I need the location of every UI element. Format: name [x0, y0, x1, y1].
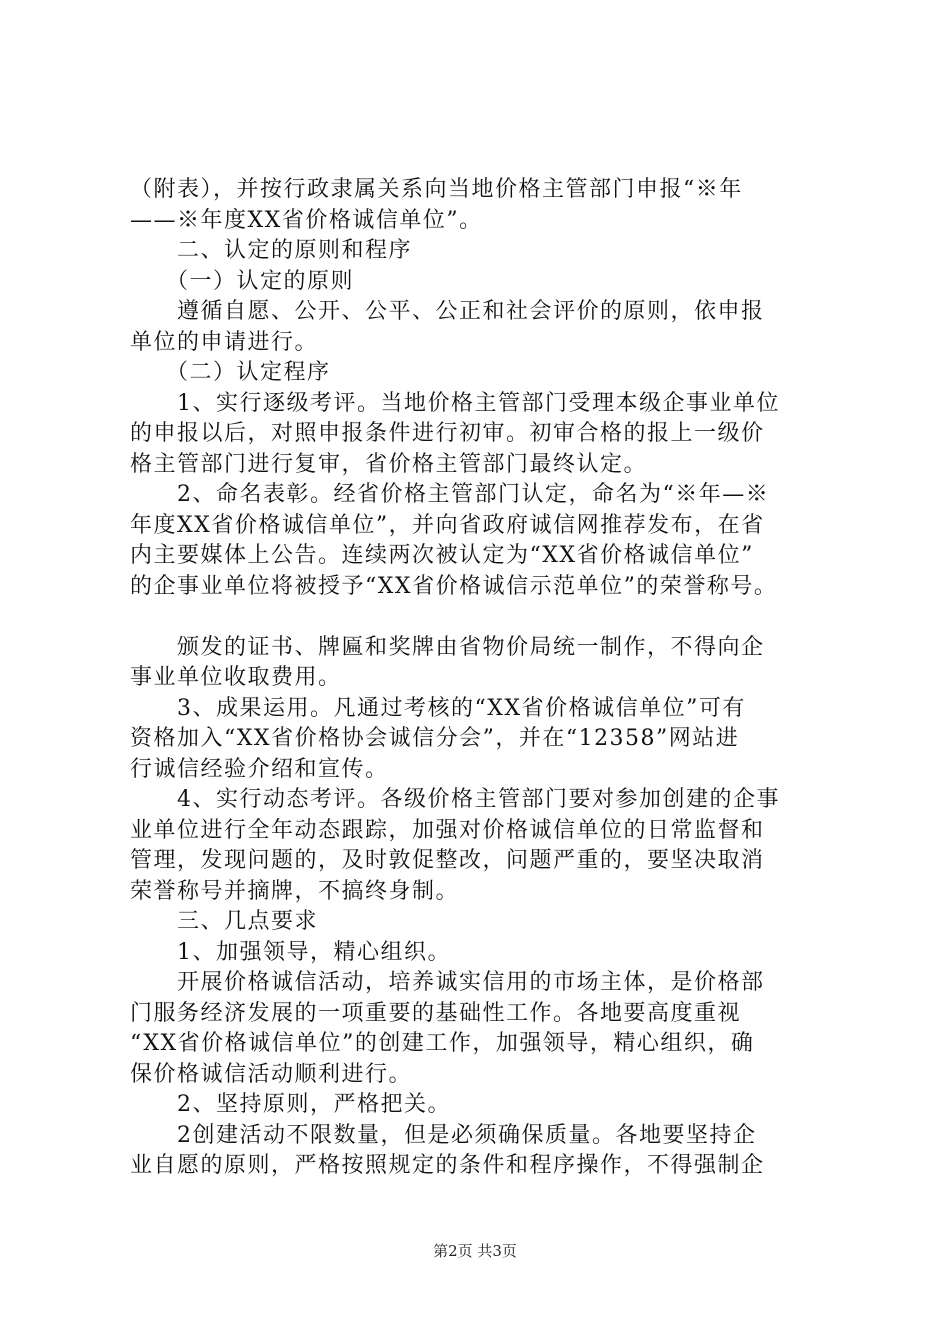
text-line: 年度XX省价格诚信单位”，并向省政府诚信网推荐发布，在省	[130, 512, 765, 538]
text-line: 事业单位收取费用。	[130, 665, 342, 690]
page-footer: 第2页 共3页	[433, 1242, 517, 1260]
text-line: 门服务经济发展的一项重要的基础性工作。各地要高度重视	[130, 1000, 742, 1026]
text-line: “XX省价格诚信单位”的创建工作，加强领导，精心组织，确	[130, 1031, 755, 1056]
text-line: 单位的申请进行。	[130, 329, 319, 355]
document-body	[130, 175, 850, 1182]
text-line: ——※年度XX省价格诚信单位”。	[130, 207, 483, 233]
text-line: 1、实行逐级考评。当地价格主管部门受理本级企事业单位	[130, 390, 780, 416]
text-line: 的企事业单位将被授予“XX省价格诚信示范单位”的荣誉称号。	[130, 573, 778, 599]
subsection-heading: （二）认定程序	[130, 360, 331, 385]
text-line: 2创建活动不限数量，但是必须确保质量。各地要坚持企	[130, 1122, 757, 1148]
text-line: 业自愿的原则，严格按照规定的条件和程序操作，不得强制企	[130, 1153, 765, 1178]
text-line: 开展价格诚信活动，培养诚实信用的市场主体，是价格部	[130, 970, 765, 995]
text-line: 3、成果运用。凡通过考核的“XX省价格诚信单位”可有	[130, 695, 746, 721]
text-line: 保价格诚信活动顺利进行。	[130, 1061, 413, 1087]
blank-line	[130, 602, 850, 633]
text-line: 行诚信经验介绍和宣传。	[130, 756, 389, 782]
text-line: 荣誉称号并摘牌，不搞终身制。	[130, 878, 460, 904]
subsection-heading: （一）认定的原则	[130, 268, 355, 294]
text-line: 遵循自愿、公开、公平、公正和社会评价的原则，依申报	[130, 299, 765, 324]
text-line: 颁发的证书、牌匾和奖牌由省物价局统一制作，不得向企	[130, 634, 765, 660]
text-line: 内主要媒体上公告。连续两次被认定为“XX省价格诚信单位”	[130, 543, 754, 568]
text-line: 2、命名表彰。经省价格主管部门认定，命名为“※年—※	[130, 482, 770, 507]
text-line: 管理，发现问题的，及时敦促整改，问题严重的，要坚决取消	[130, 848, 765, 873]
text-line: 资格加入“XX省价格协会诚信分会”，并在“12358”网站进	[130, 726, 740, 751]
text-line: 1、加强领导，精心组织。	[130, 939, 451, 965]
section-heading: 二、认定的原则和程序	[130, 238, 413, 263]
text-line: 的申报以后，对照申报条件进行初审。初审合格的报上一级价	[130, 421, 765, 446]
text-line: （附表），并按行政隶属关系向当地价格主管部门申报“※年	[130, 177, 743, 202]
text-line: 格主管部门进行复审，省价格主管部门最终认定。	[130, 451, 648, 477]
section-heading: 三、几点要求	[130, 909, 319, 934]
text-line: 业单位进行全年动态跟踪，加强对价格诚信单位的日常监督和	[130, 817, 765, 843]
text-line: 4、实行动态考评。各级价格主管部门要对参加创建的企事	[130, 787, 780, 812]
text-line: 2、坚持原则，严格把关。	[130, 1092, 451, 1117]
